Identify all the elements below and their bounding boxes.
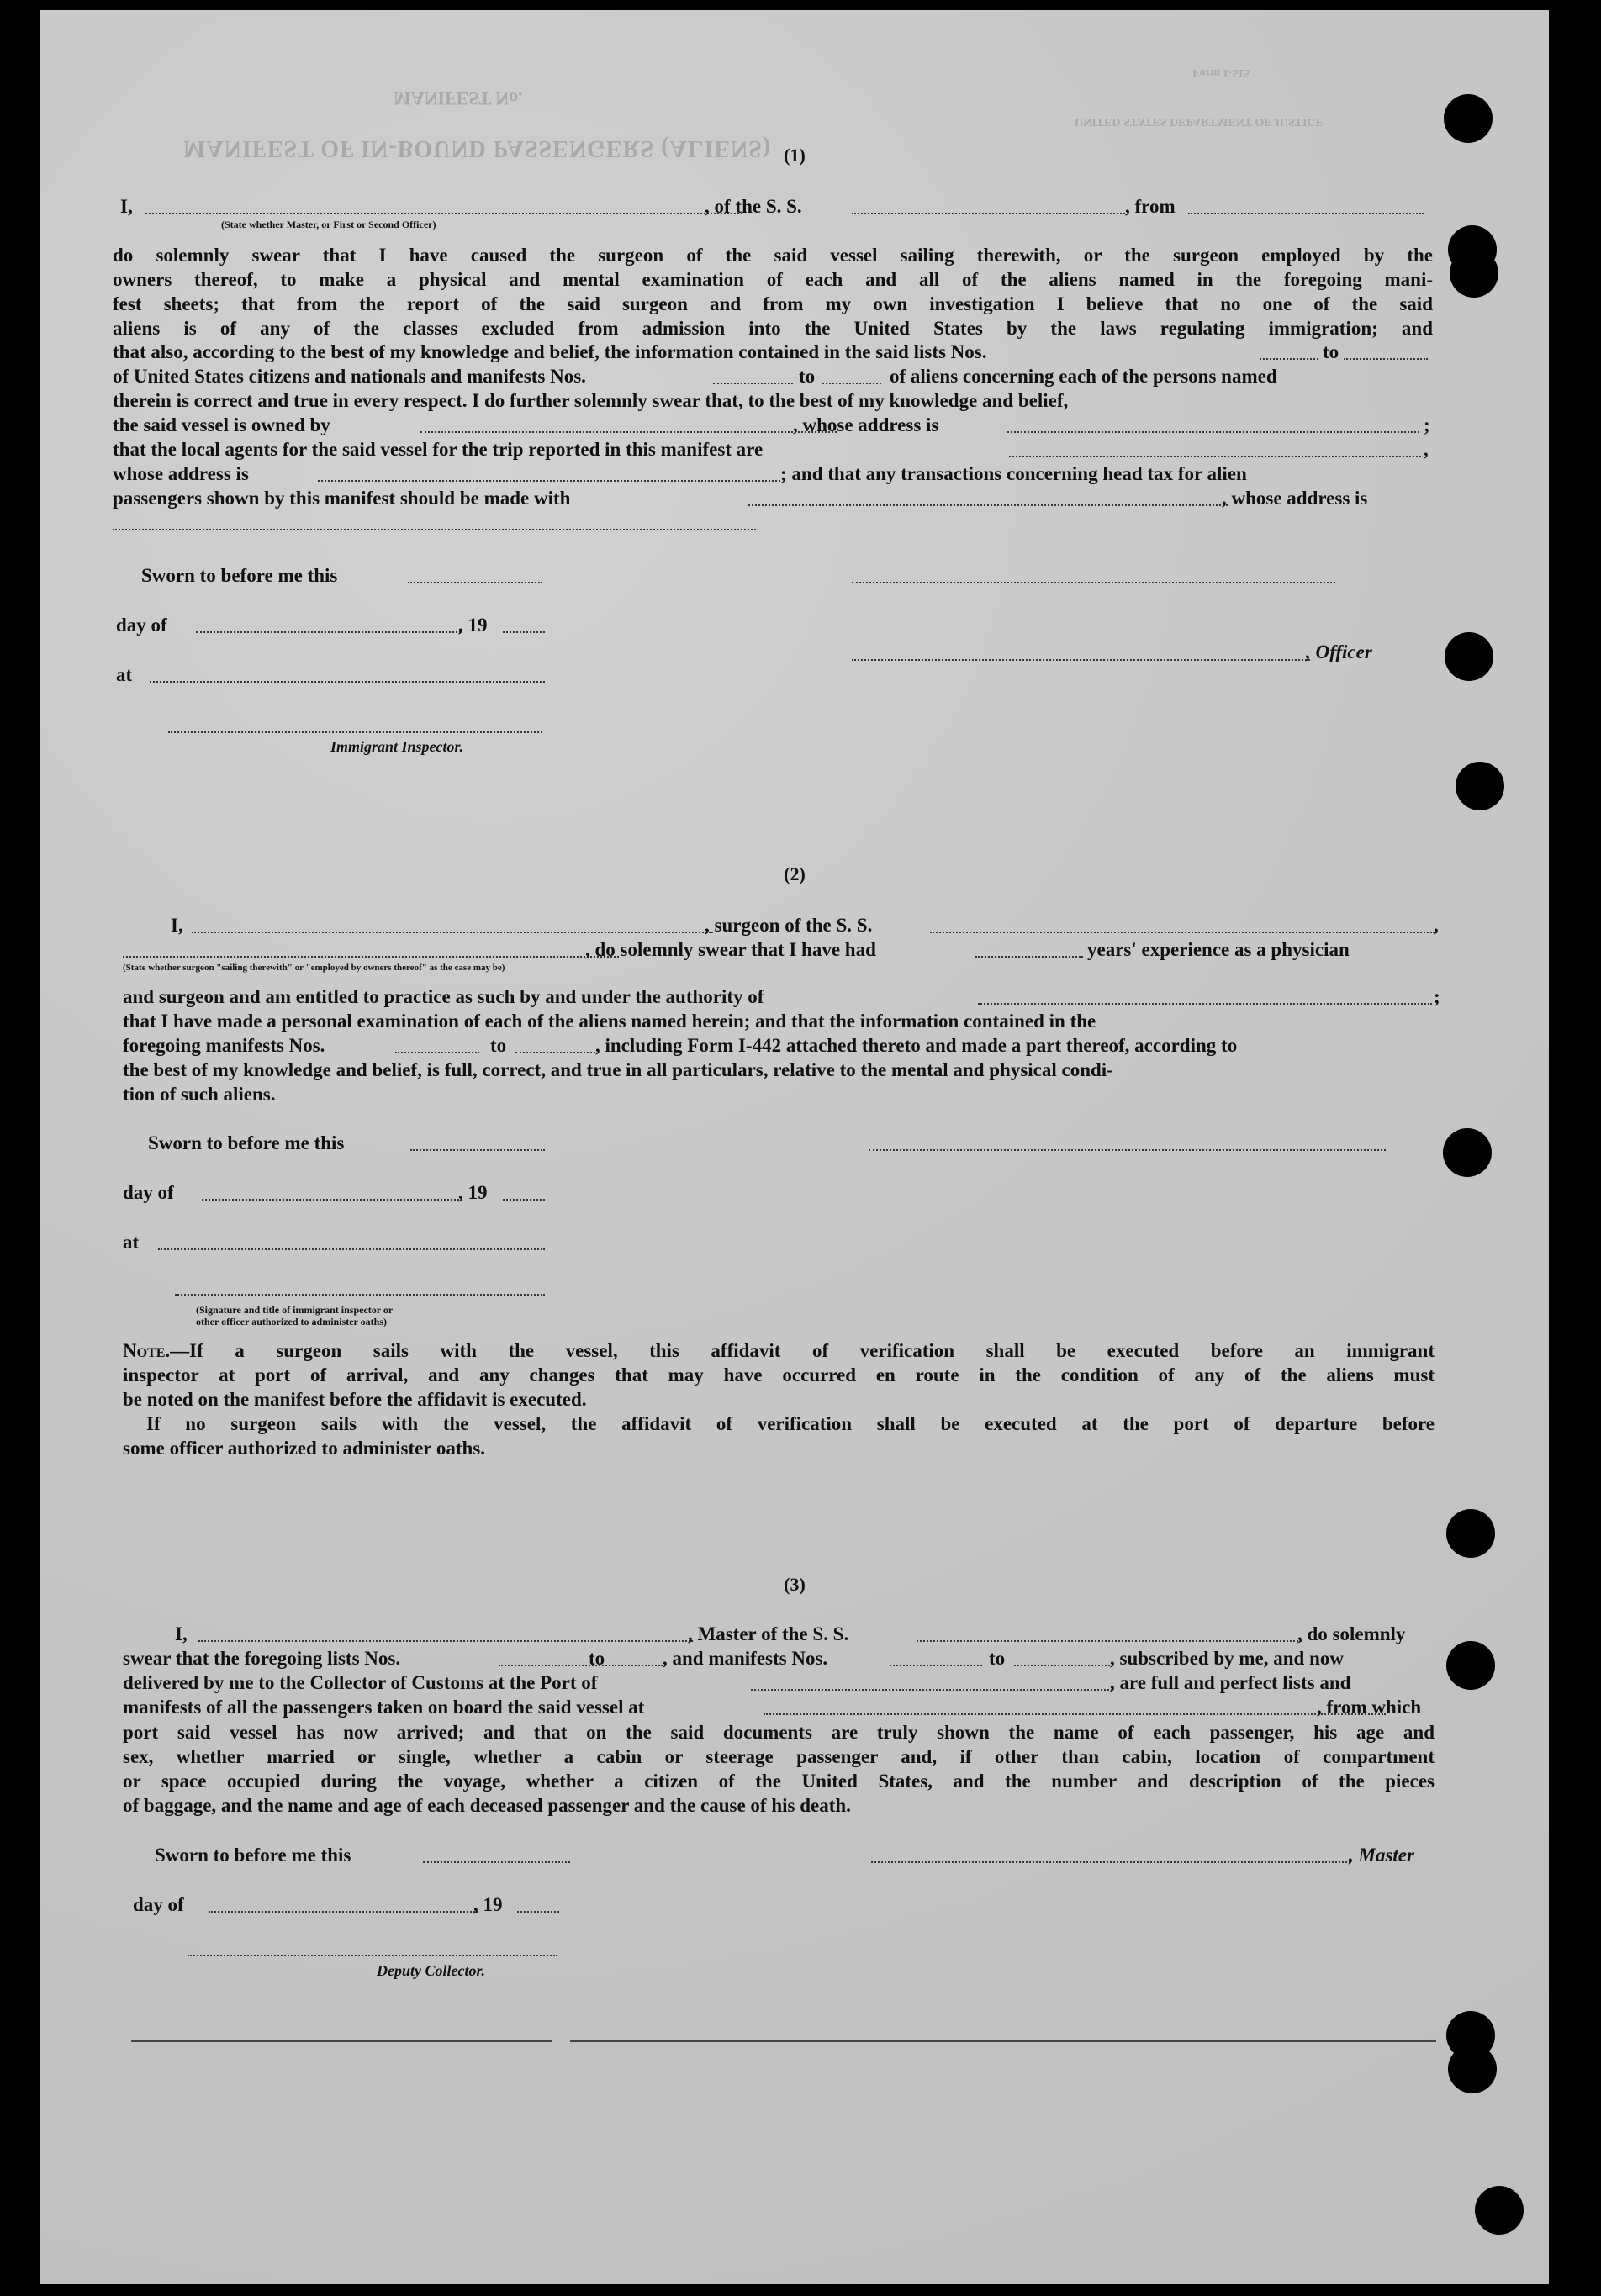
s1-i-label: I, — [120, 196, 133, 217]
s1-manifests-to-field[interactable] — [822, 383, 881, 384]
s1-oath-line: aliens is of any of the classes excluded from admission into the United States by the laws regulating immigration; and — [113, 318, 1433, 339]
s3-month-field[interactable] — [209, 1911, 478, 1913]
bleed-through-department: UNITED STATES DEPARTMENT OF JUSTICE — [1075, 115, 1324, 128]
s3-lists-to: to — [589, 1648, 605, 1669]
s2-surgeon-of-ss-label: , surgeon of the S. S. — [705, 915, 873, 936]
s3-oath-line: of baggage, and the name and age of each deceased passenger and the cause of his death. — [123, 1795, 851, 1816]
s1-year-prefix: , 19 — [458, 615, 488, 636]
s1-agents-label: that the local agents for the said vessel for the trip reported in this manifest are — [113, 439, 764, 460]
section-1-number: (1) — [784, 145, 806, 166]
s1-rank-caption: (State whether Master, or First or Second Officer) — [221, 219, 436, 230]
s2-manifests-to-field[interactable] — [515, 1052, 595, 1053]
s3-year-field[interactable] — [517, 1911, 559, 1913]
s3-lists-to-field[interactable] — [612, 1665, 663, 1666]
s2-years-label: years' experience as a physician — [1087, 939, 1350, 960]
s1-inspector-label: Immigrant Inspector. — [330, 738, 464, 755]
s2-manifests-from-field[interactable] — [395, 1052, 479, 1053]
s1-owner-field[interactable] — [420, 431, 837, 433]
s3-subscribed-text: , subscribed by me, and now — [1110, 1648, 1344, 1669]
punch-hole — [1475, 2186, 1524, 2235]
s2-inspector-signature-field[interactable] — [175, 1294, 545, 1296]
s2-month-field[interactable] — [202, 1199, 462, 1201]
s2-surgeon-status-field[interactable] — [123, 956, 619, 958]
s3-do-solemnly: , do solemnly — [1297, 1623, 1406, 1644]
s1-head-tax-party-field[interactable] — [748, 504, 1228, 506]
s3-oath-line: or space occupied during the voyage, whether a citizen of the United States, and the number and description of the pieces — [123, 1771, 1435, 1792]
s2-manifests-label: foregoing manifests Nos. — [123, 1035, 325, 1056]
s2-condition-line: tion of such aliens. — [123, 1084, 276, 1105]
s3-oath-line: port said vessel has now arrived; and that on the said documents are truly shown the name of each passenger, his age and — [123, 1722, 1435, 1743]
s3-master-name-field[interactable] — [198, 1640, 693, 1642]
s3-master-signature-field[interactable] — [871, 1861, 1350, 1863]
s3-sworn-label: Sworn to before me this — [155, 1845, 351, 1866]
s3-taken-on-board-label: manifests of all the passengers taken on board the said vessel at — [123, 1697, 645, 1718]
s2-day-of-label: day of — [123, 1182, 174, 1203]
s1-oath-line: do solemnly swear that I have caused the surgeon of the said vessel sailing therewith, or the surgeon employed by the — [113, 245, 1433, 266]
s2-authority-field[interactable] — [978, 1003, 1432, 1005]
s1-at-label: at — [116, 664, 133, 685]
punch-hole — [1443, 1128, 1492, 1177]
s2-note-line: some officer authorized to administer oaths. — [123, 1438, 485, 1459]
section-3-number: (3) — [784, 1574, 806, 1595]
s1-owned-label: the said vessel is owned by — [113, 414, 330, 435]
s2-at-label: at — [123, 1232, 140, 1253]
s1-sworn-label: Sworn to before me this — [141, 565, 338, 586]
s3-master-of-ss-label: , Master of the S. S. — [688, 1623, 849, 1644]
s1-agents-field[interactable] — [1009, 456, 1421, 457]
punch-hole — [1446, 1509, 1495, 1558]
s2-sig-caption-2: other officer authorized to administer oaths) — [196, 1316, 387, 1327]
s1-year-field[interactable] — [503, 631, 545, 633]
s2-year-field[interactable] — [503, 1199, 545, 1201]
s3-i-label: I, — [175, 1623, 188, 1644]
bleed-through-manifest-title: MANIFEST OF IN-BOUND PASSENGERS (ALIENS) — [183, 135, 772, 161]
s1-officer-label: , Officer — [1306, 641, 1372, 662]
s1-address-continuation-field[interactable] — [113, 529, 756, 530]
s3-from-which: , from which — [1317, 1697, 1422, 1718]
bottom-rule-right — [570, 2040, 1436, 2042]
s2-surgeon-signature-field[interactable] — [869, 1149, 1386, 1151]
s2-knowledge-line: the best of my knowledge and belief, is full, correct, and true in all particulars, relative to the mental and physical condi- — [123, 1059, 1113, 1080]
s3-sworn-day-field[interactable] — [423, 1861, 570, 1863]
s2-note-line: —If a surgeon sails with the vessel, this affidavit of verification shall be executed before an immigrant — [170, 1340, 1435, 1361]
s2-note-line: inspector at port of arrival, and any changes that may have occurred en route in the condition of any of the aliens must — [123, 1364, 1435, 1386]
s1-agents-end: , — [1424, 439, 1429, 460]
section-2-number: (2) — [784, 863, 806, 884]
punch-hole — [1445, 632, 1493, 681]
s1-from-port-field[interactable] — [1188, 213, 1424, 214]
s1-whose-address-label: whose address is — [113, 463, 249, 484]
s2-note-label: Note. — [123, 1340, 171, 1361]
s3-oath-paragraph — [123, 1720, 1435, 1818]
punch-hole — [1446, 1641, 1495, 1690]
s3-port-label: delivered by me to the Collector of Customs at the Port of — [123, 1672, 598, 1693]
s2-manifests-to: to — [490, 1035, 507, 1056]
s3-manifests-from-field[interactable] — [890, 1665, 982, 1666]
s2-sworn-label: Sworn to before me this — [148, 1132, 345, 1153]
s1-lists-to: to — [1323, 341, 1339, 362]
s1-oath-paragraph — [113, 243, 1433, 340]
punch-hole — [1444, 94, 1493, 143]
s2-examination-line: that I have made a personal examination of each of the aliens named herein; and that the information contained in the — [123, 1011, 1096, 1032]
bottom-rule-left — [131, 2040, 543, 2042]
s2-surgeon-name-field[interactable] — [192, 932, 713, 933]
s3-manifests-to: to — [989, 1648, 1006, 1669]
s1-lists-to-field[interactable] — [1344, 358, 1428, 360]
s2-sworn-day-field[interactable] — [410, 1149, 545, 1151]
s3-perfect-lists-text: , are full and perfect lists and — [1110, 1672, 1351, 1693]
s3-year-prefix: , 19 — [473, 1894, 503, 1915]
s1-owner-address-field[interactable] — [1007, 431, 1419, 433]
s3-day-of-label: day of — [133, 1894, 184, 1915]
s1-aliens-rest: of aliens concerning each of the persons named — [890, 366, 1277, 387]
s3-deputy-label: Deputy Collector. — [377, 1962, 485, 1979]
s1-owner-address-label: , whose address is — [793, 414, 939, 435]
manifest-back-page — [40, 10, 1549, 2284]
s1-oath-line: fest sheets; that from the report of the said surgeon and from my own investigation I believe that no one of the said — [113, 293, 1433, 314]
s1-inspector-signature-field[interactable] — [168, 731, 542, 733]
s1-correct-line: therein is correct and true in every respect. I do further solemnly swear that, to the best of my knowledge and belief, — [113, 390, 1069, 411]
s1-passengers-address-label: , whose address is — [1222, 488, 1368, 509]
s2-note-line: be noted on the manifest before the affidavit is executed. — [123, 1389, 587, 1410]
s2-authority-end: ; — [1434, 986, 1440, 1007]
s2-vessel-name-field[interactable] — [930, 932, 1435, 933]
s2-l1-end: , — [1434, 915, 1439, 936]
s1-vessel-name-field[interactable] — [852, 213, 1125, 214]
s1-of-ss-label: , of the S. S. — [705, 196, 802, 217]
s1-day-of-label: day of — [116, 615, 167, 636]
s1-sworn-day-field[interactable] — [408, 582, 542, 583]
punch-hole — [1450, 249, 1498, 298]
s1-manifests-from-field[interactable] — [713, 383, 793, 384]
s1-officer-signature-field[interactable] — [852, 659, 1310, 661]
s2-authority-label: and surgeon and am entitled to practice as such by and under the authority of — [123, 986, 764, 1007]
s3-manifests-to-field[interactable] — [1014, 1665, 1113, 1666]
bottom-rule-dash — [536, 2040, 552, 2042]
s1-passengers-label: passengers shown by this manifest should be made with — [113, 488, 571, 509]
s1-month-field[interactable] — [196, 631, 461, 633]
s3-master-label: , Master — [1349, 1845, 1414, 1866]
s3-embarkation-port-field[interactable] — [764, 1713, 1386, 1715]
bleed-through-form-no: Form I-515 — [1192, 66, 1250, 79]
punch-hole — [1456, 762, 1504, 810]
s1-citizens-line: of United States citizens and nationals and manifests Nos. — [113, 366, 586, 387]
s1-at-place-field[interactable] — [150, 681, 545, 683]
s3-deputy-signature-field[interactable] — [188, 1955, 557, 1956]
s2-status-caption: (State whether surgeon "sailing therewith" or "employed by owners thereof" as the case may be) — [123, 963, 505, 973]
s2-years-field[interactable] — [975, 956, 1083, 958]
s1-manifests-to: to — [799, 366, 816, 387]
s1-owned-end: ; — [1424, 414, 1430, 435]
s1-oath-line: owners thereof, to make a physical and mental examination of each and all of the aliens named in the foregoing mani- — [113, 269, 1433, 290]
s2-form-i442-text: , including Form I-442 attached thereto and made a part thereof, according to — [595, 1035, 1238, 1056]
s2-sig-caption-1: (Signature and title of immigrant inspector or — [196, 1304, 394, 1316]
s1-from-label: , from — [1125, 196, 1176, 217]
s1-head-tax-text: ; and that any transactions concerning head tax for alien — [780, 463, 1247, 484]
s3-vessel-name-field[interactable] — [917, 1640, 1302, 1642]
s2-note-paragraph — [123, 1338, 1435, 1460]
s2-note-line: If no surgeon sails with the vessel, the affidavit of verification shall be executed at the port of departure before — [146, 1413, 1435, 1434]
bleed-through-manifest-no: MANIFEST No. — [394, 88, 523, 109]
s1-officer-signature-line-1[interactable] — [852, 582, 1335, 583]
s1-agents-address-field[interactable] — [318, 480, 780, 482]
s1-officer-rank-field[interactable] — [145, 213, 742, 214]
s3-port-field[interactable] — [751, 1689, 1112, 1691]
s1-lists-from-field[interactable] — [1260, 358, 1318, 360]
punch-hole — [1448, 2045, 1497, 2093]
s1-lists-line: that also, according to the best of my knowledge and belief, the information contained in the said lists Nos. — [113, 341, 987, 362]
s2-swear-label: , do solemnly swear that I have had — [585, 939, 876, 960]
s3-lists-label: swear that the foregoing lists Nos. — [123, 1648, 401, 1669]
s3-oath-line: sex, whether married or single, whether a cabin or steerage passenger and, if other than cabin, location of compartment — [123, 1746, 1435, 1767]
s3-manifests-label: , and manifests Nos. — [663, 1648, 828, 1669]
s2-at-place-field[interactable] — [158, 1248, 545, 1250]
s2-i-label: I, — [171, 915, 183, 936]
s2-year-prefix: , 19 — [458, 1182, 488, 1203]
